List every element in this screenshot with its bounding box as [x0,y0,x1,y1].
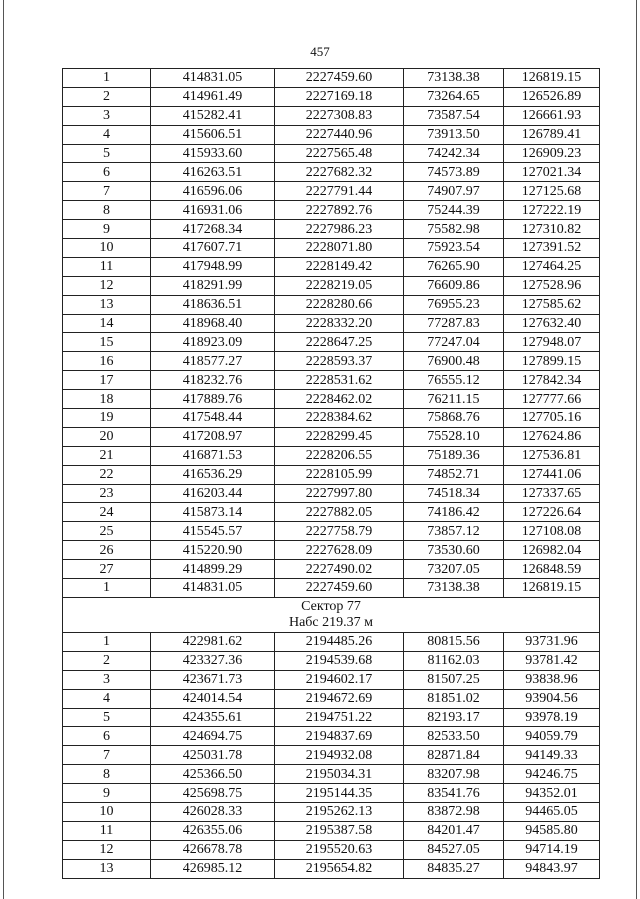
coord-y-cell: 2195654.82 [275,859,404,878]
coord-y-cell: 2194932.08 [275,746,404,765]
coord-y-cell: 2228462.02 [275,390,404,409]
point-number-cell: 9 [63,784,151,803]
coord-x-cell: 417268.34 [151,220,275,239]
local-y-cell: 127842.34 [504,371,600,390]
coord-y-cell: 2228531.62 [275,371,404,390]
coord-y-cell: 2194539.68 [275,651,404,670]
point-number-cell: 1 [63,69,151,88]
local-x-cell: 75868.76 [404,409,504,428]
coord-y-cell: 2228149.42 [275,257,404,276]
point-number-cell: 10 [63,239,151,258]
local-x-cell: 73913.50 [404,125,504,144]
table-row [63,257,600,276]
local-y-cell: 126819.15 [504,69,600,88]
local-y-cell: 93781.42 [504,651,600,670]
local-x-cell: 84527.05 [404,840,504,859]
local-x-cell: 74852.71 [404,465,504,484]
local-x-cell: 84835.27 [404,859,504,878]
coord-x-cell: 416931.06 [151,201,275,220]
local-y-cell: 127464.25 [504,257,600,276]
coord-x-cell: 422981.62 [151,632,275,651]
local-y-cell: 127226.64 [504,503,600,522]
table-row [63,106,600,125]
coord-x-cell: 417607.71 [151,239,275,258]
point-number-cell: 21 [63,446,151,465]
coord-x-cell: 426985.12 [151,859,275,878]
table-row [63,484,600,503]
local-x-cell: 76265.90 [404,257,504,276]
local-y-cell: 93904.56 [504,689,600,708]
coord-x-cell: 423327.36 [151,651,275,670]
point-number-cell: 6 [63,727,151,746]
table-row [63,560,600,579]
table-row [63,727,600,746]
coord-x-cell: 416203.44 [151,484,275,503]
table-row [63,465,600,484]
point-number-cell: 12 [63,840,151,859]
point-number-cell: 8 [63,765,151,784]
point-number-cell: 20 [63,427,151,446]
coord-y-cell: 2195034.31 [275,765,404,784]
local-x-cell: 77247.04 [404,333,504,352]
coord-x-cell: 425031.78 [151,746,275,765]
table-row [63,220,600,239]
coord-y-cell: 2228206.55 [275,446,404,465]
coord-y-cell: 2228593.37 [275,352,404,371]
coord-y-cell: 2227882.05 [275,503,404,522]
table-row [63,784,600,803]
coord-x-cell: 425366.50 [151,765,275,784]
point-number-cell: 8 [63,201,151,220]
coord-y-cell: 2195144.35 [275,784,404,803]
local-x-cell: 83207.98 [404,765,504,784]
local-y-cell: 127441.06 [504,465,600,484]
coord-y-cell: 2228105.99 [275,465,404,484]
table-row [63,371,600,390]
point-number-cell: 14 [63,314,151,333]
local-x-cell: 76900.48 [404,352,504,371]
table-row [63,651,600,670]
coord-y-cell: 2227490.02 [275,560,404,579]
table-row [63,314,600,333]
coord-x-cell: 426028.33 [151,802,275,821]
local-x-cell: 73587.54 [404,106,504,125]
local-x-cell: 76211.15 [404,390,504,409]
table-row [63,295,600,314]
local-y-cell: 127391.52 [504,239,600,258]
coord-x-cell: 418232.76 [151,371,275,390]
local-x-cell: 73138.38 [404,69,504,88]
local-y-cell: 94352.01 [504,784,600,803]
coord-y-cell: 2227986.23 [275,220,404,239]
table-row [63,632,600,651]
local-y-cell: 127337.65 [504,484,600,503]
point-number-cell: 13 [63,859,151,878]
point-number-cell: 23 [63,484,151,503]
point-number-cell: 3 [63,106,151,125]
local-y-cell: 93838.96 [504,670,600,689]
coord-y-cell: 2228219.05 [275,276,404,295]
local-x-cell: 84201.47 [404,821,504,840]
table-row [63,522,600,541]
local-x-cell: 77287.83 [404,314,504,333]
table-row [63,333,600,352]
point-number-cell: 10 [63,802,151,821]
coord-y-cell: 2227682.32 [275,163,404,182]
local-x-cell: 75582.98 [404,220,504,239]
page-edge-left [3,0,4,899]
coord-y-cell: 2227758.79 [275,522,404,541]
coord-y-cell: 2195387.58 [275,821,404,840]
local-y-cell: 127108.08 [504,522,600,541]
table-row [63,182,600,201]
local-x-cell: 80815.56 [404,632,504,651]
coord-y-cell: 2227308.83 [275,106,404,125]
table-row [63,670,600,689]
point-number-cell: 9 [63,220,151,239]
coord-x-cell: 425698.75 [151,784,275,803]
table-row [63,765,600,784]
local-y-cell: 93978.19 [504,708,600,727]
local-x-cell: 81851.02 [404,689,504,708]
point-number-cell: 24 [63,503,151,522]
local-x-cell: 75189.36 [404,446,504,465]
coord-x-cell: 426678.78 [151,840,275,859]
local-x-cell: 81162.03 [404,651,504,670]
table-row [63,69,600,88]
local-x-cell: 73530.60 [404,541,504,560]
local-y-cell: 94843.97 [504,859,600,878]
table-row [63,427,600,446]
table-row [63,352,600,371]
coordinates-table-body [63,69,600,879]
coord-x-cell: 418923.09 [151,333,275,352]
local-x-cell: 75923.54 [404,239,504,258]
local-y-cell: 94714.19 [504,840,600,859]
coord-x-cell: 418577.27 [151,352,275,371]
coord-y-cell: 2227997.80 [275,484,404,503]
coord-y-cell: 2194485.26 [275,632,404,651]
point-number-cell: 1 [63,579,151,598]
point-number-cell: 4 [63,125,151,144]
table-row [63,708,600,727]
point-number-cell: 11 [63,821,151,840]
local-y-cell: 127222.19 [504,201,600,220]
local-y-cell: 126789.41 [504,125,600,144]
point-number-cell: 16 [63,352,151,371]
coord-y-cell: 2195520.63 [275,840,404,859]
point-number-cell: 13 [63,295,151,314]
table-row [63,840,600,859]
coord-x-cell: 424014.54 [151,689,275,708]
coord-x-cell: 415282.41 [151,106,275,125]
table-row [63,276,600,295]
coord-y-cell: 2227791.44 [275,182,404,201]
coord-x-cell: 416263.51 [151,163,275,182]
coord-y-cell: 2228332.20 [275,314,404,333]
coord-y-cell: 2228384.62 [275,409,404,428]
local-y-cell: 126819.15 [504,579,600,598]
table-row [63,541,600,560]
local-x-cell: 83541.76 [404,784,504,803]
coord-x-cell: 415933.60 [151,144,275,163]
local-x-cell: 74186.42 [404,503,504,522]
local-y-cell: 126848.59 [504,560,600,579]
local-x-cell: 73857.12 [404,522,504,541]
coord-y-cell: 2228280.66 [275,295,404,314]
table-row [63,689,600,708]
point-number-cell: 1 [63,632,151,651]
coord-x-cell: 424355.61 [151,708,275,727]
local-y-cell: 94585.80 [504,821,600,840]
table-row [63,409,600,428]
local-x-cell: 83872.98 [404,802,504,821]
table-row [63,239,600,258]
coord-x-cell: 426355.06 [151,821,275,840]
coord-x-cell: 418291.99 [151,276,275,295]
table-row [63,201,600,220]
point-number-cell: 27 [63,560,151,579]
point-number-cell: 12 [63,276,151,295]
point-number-cell: 2 [63,87,151,106]
coord-y-cell: 2227892.76 [275,201,404,220]
local-y-cell: 127310.82 [504,220,600,239]
table-row [63,390,600,409]
local-y-cell: 127528.96 [504,276,600,295]
point-number-cell: 4 [63,689,151,708]
coordinates-table [62,68,600,879]
coord-x-cell: 415220.90 [151,541,275,560]
coord-x-cell: 415545.57 [151,522,275,541]
local-x-cell: 82871.84 [404,746,504,765]
coord-x-cell: 417548.44 [151,409,275,428]
local-y-cell: 127948.07 [504,333,600,352]
section-subtitle: Набс 219.37 м [288,614,374,630]
table-row [63,144,600,163]
coord-x-cell: 416596.06 [151,182,275,201]
coord-x-cell: 414831.05 [151,579,275,598]
point-number-cell: 18 [63,390,151,409]
local-y-cell: 126909.23 [504,144,600,163]
coord-x-cell: 418968.40 [151,314,275,333]
point-number-cell: 15 [63,333,151,352]
point-number-cell: 5 [63,144,151,163]
table-row [63,125,600,144]
local-x-cell: 73138.38 [404,579,504,598]
coord-x-cell: 417889.76 [151,390,275,409]
point-number-cell: 3 [63,670,151,689]
point-number-cell: 7 [63,746,151,765]
section-header-row [63,597,600,632]
local-y-cell: 126982.04 [504,541,600,560]
coord-x-cell: 423671.73 [151,670,275,689]
table-row [63,446,600,465]
local-y-cell: 126526.89 [504,87,600,106]
point-number-cell: 6 [63,163,151,182]
local-x-cell: 76955.23 [404,295,504,314]
local-x-cell: 82193.17 [404,708,504,727]
table-row [63,746,600,765]
coord-y-cell: 2228647.25 [275,333,404,352]
point-number-cell: 2 [63,651,151,670]
coord-y-cell: 2227459.60 [275,579,404,598]
local-y-cell: 127899.15 [504,352,600,371]
point-number-cell: 26 [63,541,151,560]
point-number-cell: 25 [63,522,151,541]
coord-x-cell: 417948.99 [151,257,275,276]
coord-y-cell: 2194751.22 [275,708,404,727]
local-x-cell: 81507.25 [404,670,504,689]
coord-x-cell: 415606.51 [151,125,275,144]
local-x-cell: 76609.86 [404,276,504,295]
point-number-cell: 5 [63,708,151,727]
local-x-cell: 74907.97 [404,182,504,201]
point-number-cell: 19 [63,409,151,428]
coord-x-cell: 418636.51 [151,295,275,314]
local-y-cell: 127536.81 [504,446,600,465]
local-y-cell: 94246.75 [504,765,600,784]
local-y-cell: 127624.86 [504,427,600,446]
local-x-cell: 76555.12 [404,371,504,390]
coord-x-cell: 417208.97 [151,427,275,446]
coord-y-cell: 2227169.18 [275,87,404,106]
point-number-cell: 11 [63,257,151,276]
local-x-cell: 74573.89 [404,163,504,182]
local-y-cell: 93731.96 [504,632,600,651]
coord-x-cell: 414961.49 [151,87,275,106]
local-x-cell: 74242.34 [404,144,504,163]
table-row [63,163,600,182]
local-x-cell: 75528.10 [404,427,504,446]
coord-x-cell: 424694.75 [151,727,275,746]
local-y-cell: 127125.68 [504,182,600,201]
page-number: 457 [310,44,330,59]
coord-y-cell: 2228071.80 [275,239,404,258]
coord-x-cell: 416536.29 [151,465,275,484]
point-number-cell: 17 [63,371,151,390]
local-y-cell: 94149.33 [504,746,600,765]
local-y-cell: 127585.62 [504,295,600,314]
table-row [63,859,600,878]
page-edge-right [636,0,637,899]
local-x-cell: 75244.39 [404,201,504,220]
local-x-cell: 82533.50 [404,727,504,746]
coord-x-cell: 414899.29 [151,560,275,579]
table-row [63,503,600,522]
local-y-cell: 94059.79 [504,727,600,746]
local-y-cell: 127777.66 [504,390,600,409]
coord-y-cell: 2227628.09 [275,541,404,560]
table-row [63,579,600,598]
coord-y-cell: 2195262.13 [275,802,404,821]
local-y-cell: 127021.34 [504,163,600,182]
table-row [63,821,600,840]
point-number-cell: 7 [63,182,151,201]
coord-x-cell: 415873.14 [151,503,275,522]
table-row [63,802,600,821]
coord-y-cell: 2194672.69 [275,689,404,708]
coord-y-cell: 2227440.96 [275,125,404,144]
coord-y-cell: 2227459.60 [275,69,404,88]
coord-y-cell: 2228299.45 [275,427,404,446]
local-x-cell: 73207.05 [404,560,504,579]
coord-y-cell: 2227565.48 [275,144,404,163]
coord-x-cell: 414831.05 [151,69,275,88]
coord-y-cell: 2194837.69 [275,727,404,746]
table-row [63,87,600,106]
coord-x-cell: 416871.53 [151,446,275,465]
section-title: Сектор 77 [301,598,361,614]
local-y-cell: 126661.93 [504,106,600,125]
section-header-cell [63,597,600,632]
point-number-cell: 22 [63,465,151,484]
coord-y-cell: 2194602.17 [275,670,404,689]
local-x-cell: 73264.65 [404,87,504,106]
local-y-cell: 127705.16 [504,409,600,428]
local-x-cell: 74518.34 [404,484,504,503]
local-y-cell: 127632.40 [504,314,600,333]
local-y-cell: 94465.05 [504,802,600,821]
